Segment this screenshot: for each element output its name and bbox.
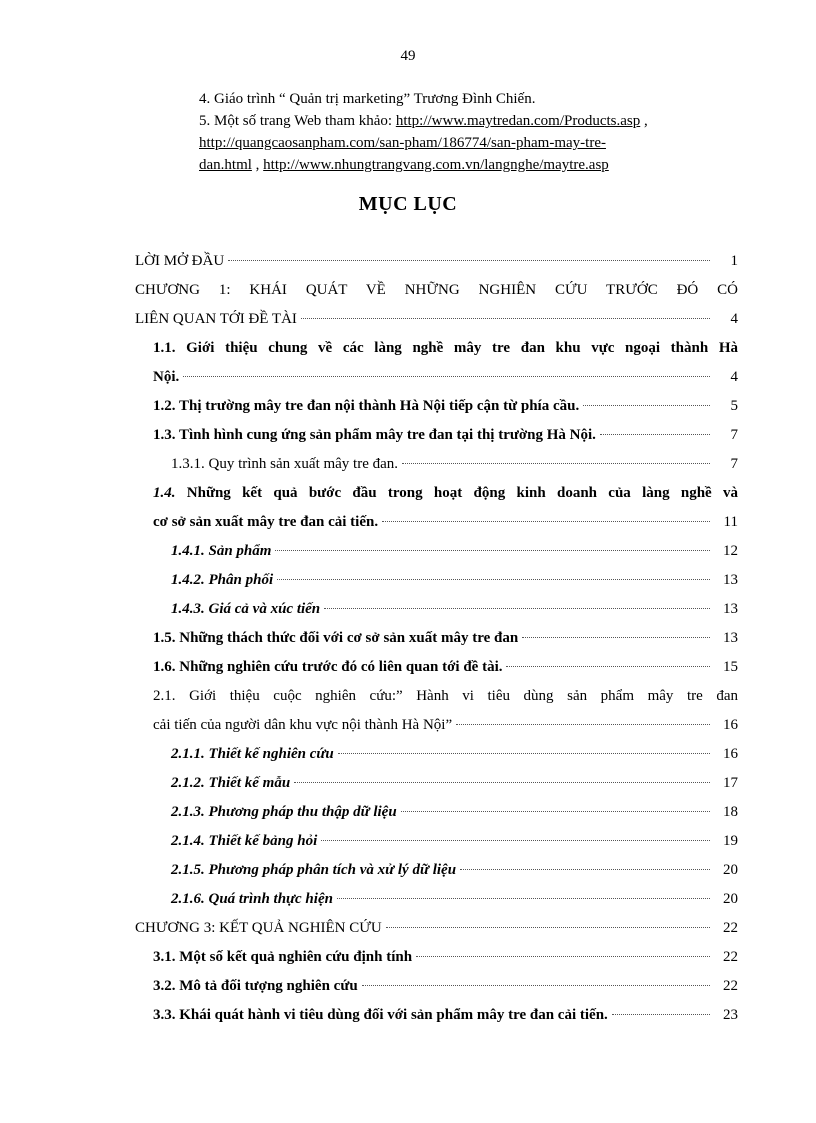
toc-page-number: 15 [723,659,738,675]
toc-page-number: 23 [723,1007,738,1023]
toc-entry[interactable] [135,653,738,682]
toc-page-number: 7 [730,427,738,443]
reference-link[interactable]: dan.html [199,157,252,173]
toc-entry[interactable] [135,276,738,334]
toc-entry-text: 3.2. Mô tả đối tượng nghiên cứu [153,978,358,994]
toc-page-number: 22 [723,978,738,994]
toc-entry-text: 1.2. Thị trường mây tre đan nội thành Hà Nội tiếp cận từ phía cầu. [153,398,580,414]
toc-entry[interactable] [135,798,738,827]
toc-entry[interactable] [135,624,738,653]
leader-dots [382,521,710,522]
leader-dots [228,260,710,261]
page-number: 49 [400,48,416,64]
leader-dots [401,811,710,812]
toc-entry-number: 1.4. [153,485,176,501]
toc-entry[interactable] [135,943,738,972]
toc-entry-text: Những kết quả bước đầu trong hoạt động kinh doanh của làng nghề và [175,485,738,501]
toc-page-number: 22 [723,949,738,965]
toc-entry-text: 2.1.2. Thiết kế mẫu [171,775,291,791]
reference-link[interactable]: http://www.maytredan.com/Products.asp [395,113,641,129]
toc-page-number: 5 [730,398,738,414]
leader-dots [583,405,710,406]
toc-entry-text-line [153,479,738,508]
toc-entry-text: 1.5. Những thách thức đối với cơ sở sản xuất mây tre đan [153,630,519,646]
toc-page-number: 13 [723,630,738,646]
toc-entry-text: 1.4.3. Giá cả và xúc tiến [171,601,321,617]
toc-page-number: 17 [723,775,738,791]
toc-entry-text: CHƯƠNG 3: KẾT QUẢ NGHIÊN CỨU [135,920,382,936]
toc-page-number: 22 [723,920,738,936]
toc-page-number: 13 [723,601,738,617]
leader-dots [386,927,710,928]
toc-page-number: 13 [723,572,738,588]
leader-dots [362,985,710,986]
toc-page-number: 20 [723,862,738,878]
leader-dots [506,666,710,667]
toc-entry-text: 1.4.1. Sản phẩm [171,543,272,559]
reference-item [199,110,759,132]
toc-page-number: 11 [723,514,738,530]
toc-entry[interactable] [135,450,738,479]
toc-entry[interactable] [135,595,738,624]
leader-dots [337,898,710,899]
toc-entry-text: 2.1.6. Quá trình thực hiện [171,891,333,907]
toc-entry-text: 3.3. Khái quát hành vi tiêu dùng đối với sản phẩm mây tre đan cải tiến. [153,1007,608,1023]
toc-entry[interactable] [135,421,738,450]
leader-dots [321,840,710,841]
references [199,88,759,176]
reference-item [199,132,759,154]
toc-entry[interactable] [135,827,738,856]
toc-entry[interactable] [135,479,738,537]
leader-dots [612,1014,710,1015]
leader-dots [522,637,710,638]
toc-entry-text: cơ sở sản xuất mây tre đan cải tiến. [153,514,379,530]
toc-entry-text: 1.4.2. Phân phối [171,572,274,588]
toc-page-number: 20 [723,891,738,907]
toc-page-number: 19 [723,833,738,849]
leader-dots [294,782,710,783]
toc-entry[interactable] [135,914,738,943]
toc-entry-text: 2.1.5. Phương pháp phân tích và xử lý dữ liệu [171,862,457,878]
leader-dots [416,956,710,957]
toc-entry-text: 1.3.1. Quy trình sản xuất mây tre đan. [171,456,399,472]
reference-separator: , [251,157,264,173]
leader-dots [275,550,710,551]
reference-link[interactable]: http://quangcaosanpham.com/san-pham/186774/san-pham-may-tre- [199,135,606,151]
reference-separator: , [640,113,648,129]
leader-dots [277,579,710,580]
leader-dots [324,608,710,609]
toc-entry[interactable] [135,769,738,798]
toc-entry-text: LỜI MỞ ĐẦU [135,253,225,269]
toc-page-number: 4 [730,369,738,385]
toc-entry[interactable] [135,334,738,392]
toc-entry-text: 1.1. Giới thiệu chung về các làng nghề mây tre đan khu vực ngoại thành Hà [153,340,738,356]
toc-entry[interactable] [135,972,738,1001]
toc-entry[interactable] [135,247,738,276]
reference-link[interactable]: http://www.nhungtrangvang.com.vn/langnghe/maytre.asp [263,157,609,173]
toc-entry-text: 2.1.1. Thiết kế nghiên cứu [171,746,334,762]
leader-dots [600,434,710,435]
leader-dots [460,869,710,870]
toc-entry[interactable] [135,1001,738,1030]
reference-item [199,154,759,176]
leader-dots [338,753,710,754]
leader-dots [456,724,710,725]
toc-page-number: 7 [730,456,738,472]
toc-title: MỤC LỤC [358,193,458,215]
toc-page-number: 16 [723,746,738,762]
toc-entry-text: LIÊN QUAN TỚI ĐỀ TÀI [135,311,297,327]
toc-entry-text: 2.1.3. Phương pháp thu thập dữ liệu [171,804,397,820]
toc-entry[interactable] [135,392,738,421]
toc-entry[interactable] [135,682,738,740]
toc-entry[interactable] [135,740,738,769]
table-of-contents [135,247,738,1030]
reference-item: 4. Giáo trình “ Quản trị marketing” Trương Đình Chiến. [199,91,536,107]
toc-page-number: 4 [730,311,738,327]
toc-entry-text: 1.3. Tình hình cung ứng sản phẩm mây tre đan tại thị trường Hà Nội. [153,427,596,443]
toc-entry[interactable] [135,885,738,914]
toc-entry-text: 2.1.4. Thiết kế bảng hỏi [171,833,318,849]
toc-entry-text: cải tiến của người dân khu vực nội thành Hà Nội” [153,717,453,733]
toc-entry-text: CHƯƠNG 1: KHÁI QUÁT VỀ NHỮNG NGHIÊN CỨU TRƯỚC ĐÓ CÓ [135,282,738,298]
toc-page-number: 1 [730,253,738,269]
toc-entry-text: 2.1. Giới thiệu cuộc nghiên cứu:” Hành vi tiêu dùng sản phẩm mây tre đan [153,688,738,704]
toc-page-number: 18 [723,804,738,820]
toc-entry-text: 1.6. Những nghiên cứu trước đó có liên quan tới đề tài. [153,659,503,675]
leader-dots [183,376,710,377]
reference-prefix: 5. Một số trang Web tham khảo: [199,113,396,129]
leader-dots [301,318,710,319]
toc-entry[interactable] [135,856,738,885]
toc-page-number: 16 [723,717,738,733]
toc-entry-text: Nội. [153,369,180,385]
toc-entry[interactable] [135,537,738,566]
toc-page-number: 12 [723,543,738,559]
leader-dots [402,463,710,464]
toc-entry-text: 3.1. Một số kết quả nghiên cứu định tính [153,949,413,965]
toc-entry[interactable] [135,566,738,595]
